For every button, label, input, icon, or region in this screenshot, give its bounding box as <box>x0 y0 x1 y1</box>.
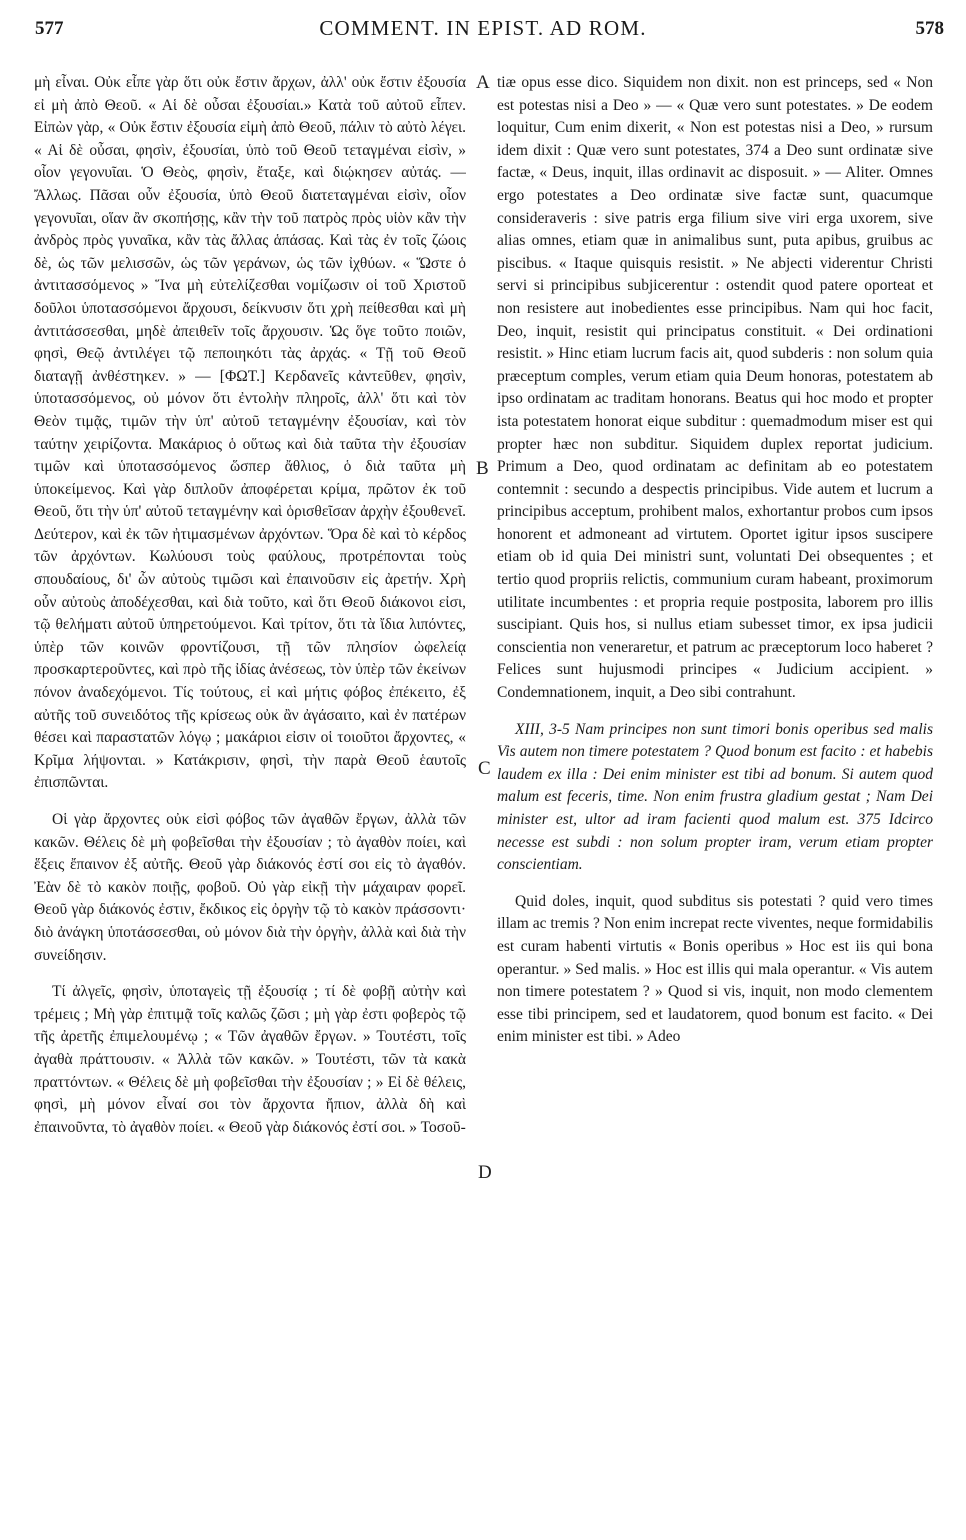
scripture-verse: XIII, 3-5 Nam principes non sunt timori bonis operibus sed malis Vis autem non timere potestatem ? Quod bonum est facito : et habebis laudem ex illa : Dei enim minister est tibi ad bonum. Si autem quod malum est feceris, time. Non enim frustra gladium gestat ; Nam Dei minister est, ultor ad iram facienti quod malum est. 375 Idcirco necesse est subdi : non solum propter iram, verum etiam propter conscientiam. <box>497 720 933 874</box>
running-title: COMMENT. IN EPIST. AD ROM. <box>319 16 647 40</box>
greek-paragraph: μὴ εἶναι. Οὐκ εἶπε γὰρ ὅτι οὐκ ἔστιν ἄρχων, ἀλλ' οὐκ ἔστιν ἐξουσία εἰ μὴ ἀπὸ Θεοῦ. « Αἱ δὲ οὖσαι ἐξουσίαι.» Κατὰ τοῦ αὐτοῦ εἶπεν. Εἰπὼν γὰρ, « Οὐκ ἔστιν ἐξουσία εἰμὴ ἀπὸ Θεοῦ, πάλιν τὸ αὐτὸ λέγει. « Αἱ δὲ οὖσαι, φησὶν, ἐξουσίαι, ὑπὸ τοῦ Θεοῦ τεταγμέναι εἰσὶν, » οἷον γεγονυῖαι. Ὁ Θεὸς, φησὶν, ἔταξε, καὶ διῴκησεν αὐτάς. — Ἄλλως. Πᾶσαι οὖν ἐξουσία, ὑπὸ Θεοῦ διατεταγμέναι εἰσὶν, οἷον γεγονυῖαι, οἵαν ἂν σκοπήσῃς, κἂν τὴν τοῦ πατρὸς πρὸς υἱὸν κἂν τὴν ἀνδρὸς πρὸς γυναῖκα, κἂν τὰς ἄλλας ἁπάσας. Καὶ τὰς ἐν τοῖς ζώοις δὲ, ὡς τῶν μελισσῶν, ὡς τῶν γεράνων, ὡς τῶν ἰχθύων. « Ὥστε ὁ ἀντιτασσόμενος » Ἵνα μὴ εὐτελίζεσθαι νομίζωσιν οἱ τοῦ Χριστοῦ δοῦλοι ὑποτασσόμενοι ἄρχουσι, δείκνυσιν ὅτι χρὴ πείθεσθαι καὶ μὴ ἀντιτάσσεσθαι, μηδὲ ἀπειθεῖν τοῖς ἄρχουσιν. Ὡς ὅγε τοῦτο ποιῶν, φησὶ, Θεῷ ἀντιλέγει τῷ πεποιηκότι τὰς ἀρχάς. « Τῇ τοῦ Θεοῦ διαταγῇ ἀνθέστηκεν. » — [ΦΩΤ.] Κερδανεῖς κἀντεῦθεν, φησὶν, ὑποτασσόμενος, οὐ μόνον ὅτι ἐντολὴν πληροῖς, ἀλλ' ὅτι καὶ τὸν Θεὸν τιμᾷς, τιμῶν τὴν ὑπ' αὐτοῦ τεταγμένην ἐξουσίαν, καὶ τὸν ταύτην χειρίζοντα. Μακάριος ὁ οὕτως καὶ διὰ ταῦτα τὴν ἐξουσίαν τιμῶν καὶ ὑποτασσόμενος ὥσπερ ἄθλιος, ὁ διὰ ταῦτα μὴ ὑποκείμενος. Καὶ γὰρ διπλοῦν ἀποφέρεται κρίμα, πρῶτον ἐκ τοῦ Θεοῦ, ὅτι τὴν ὑπ' αὐτοῦ τεταγμένην καὶ ὁρισθεῖσαν ἀρχὴν ἐξουθενεῖ. Δεύτερον, καὶ ἐκ τῶν ἠτιμασμένων ἀρχόντων. Ὅρα δὲ καὶ τὸ κέρδος τῶν ἀρχόντων. Κωλύουσι τοὺς φαύλους, προτρέπονται τοὺς σπουδαίους, δι' ὧν αὐτοὺς τιμῶσι καὶ ἐπαινοῦσιν εἰς ἀρετήν. Χρὴ οὖν αὐτοὺς ἀποδέχεσθαι, καὶ διὰ τοῦτο, καὶ ὅτι Θεοῦ διάκονοι εἰσι, τῷ θελήματι αὐτοῦ ὑπηρετούμενοι. Καὶ τρίτον, ὅτι τὰ ἴδια λιπόντες, ὑπὲρ τῶν κοινῶν φροντίζουσι, τῇ τῶν πλησίον ὠφελείᾳ προσκαρτεροῦντες, καὶ πρὸ τῆς ἰδίας ἀνέσεως, τὸν ὑπὲρ τῶν ἐκείνων πόνον ἀναδεχόμενοι. Τίς τούτους, εἰ καὶ μήτις φόβος ἐπέκειτο, ἐξ αὐτῆς τοῦ συνειδότος τῆς κρίσεως οὐκ ἂν ἀγάσαιτο, καὶ ἐν πατέρων θέσει καὶ παραστατῶν λόγῳ ; μακάριοι εἰσιν οἱ τοιοῦτοι ἄρχοντες, « Κρῖμα λήψονται. » Κατάκρισιν, φησὶ, τὴν παρὰ Θεοῦ ἑαυτοῖς ἐπισπῶνται. <box>34 74 466 792</box>
page-number-right: 578 <box>915 18 944 39</box>
margin-letter-b: B <box>476 458 489 479</box>
latin-paragraph: tiæ opus esse dico. Siquidem non dixit. non est princeps, sed « Non est potestas nisi a Deo » — « Quæ vero sunt potestates. » De eodem loquitur, Cum enim dixerit, « Non est potestas nisi a Deo, » rursum idem dixit : Quæ vero sunt potestates, 374 a Deo sunt ordinatæ sive factæ, « Deus, inquit, illas ordinavit ac disposuit. » — Aliter. Omnes ergo potestates a Deo ordinatæ sive factæ sunt, quacumque consideraveris : sive patris erga filium sive viri erga uxorem, sive alias omnes, etiam quæ in animalibus sunt, puta apibus, gruibus ac piscibus. « Itaque quisquis resistit. » Ne abjecti viderentur Christi servi si principibus subjicerentur : ostendit quod patere oporteat et non resistere aut inobedientes esse principibus. Nam qui hoc facit, Deo, inquit, resistit qui principatus constituit. « Dei ordinationi resistit. » Hinc etiam lucrum facis ait, quod subderis : non solum quia præceptum comples, verum etiam quia Deum honoras, potestatem ab ipso ordinatam ac traditam honorans. Beatus qui hoc modo et propter ista potestatem honorat eique subditur : quemadmodum miser est qui propter hæc non subditur. Siquidem duplex reportat judicium. Primum a Deo, quod ordinatam ac definitam ab eo potestatem contemnit : secundo a despectis principibus. Vide autem et lucrum a principibus acceptum, prohibent malos, exhortantur probos cum ipsos honorent et admoneant ad virtutem. Oportet igitur ipsos suscipere etiam ob id quia Dei ministri sunt, voluntati Dei obsequentes ; et tertio quod propriis relictis, communium curam habeant, proximorum utilitate incumbentes : et propria requie postposita, laborem pro illis suscipiant. Quis hos, si nullus etiam subesset timor, ex ipsa judicii conscientia non veneraretur, et patrum ac præceptorum loco haberet ? Felices sunt hujusmodi principes « Judicium accipient. » Condemnationem, inquit, a Deo sibi contrahunt. <box>497 74 933 702</box>
greek-column <box>34 72 466 1530</box>
page-number-left: 577 <box>35 18 64 39</box>
latin-column <box>497 72 933 1530</box>
greek-paragraph: Τί ἀλγεῖς, φησὶν, ὑποταγεὶς τῇ ἐξουσίᾳ ; τί δὲ φοβῇ αὐτὴν καὶ τρέμεις ; Μὴ γὰρ ἐπιτιμᾷ τοῖς καλῶς ζῶσι ; μὴ γὰρ ἐστι φοβερὸς τῷ τῆς ἀρετῆς ἐπιμελουμένῳ ; « Τῶν ἀγαθῶν ἔργων. » Τουτέστι, τοῖς ἀγαθὰ πράττουσιν. « Ἀλλὰ τῶν κακῶν. » Τουτέστι, τῶν τὰ κακὰ πραττόντων. « Θέλεις δὲ μὴ φοβεῖσθαι τὴν ἐξουσίαν ; » Εἰ δὲ θέλεις, φησὶ, μὴ μόνον εἶναί σοι τὸν ἄρχοντα ἤπιον, ἀλλὰ δὴ καὶ ἐπαινοῦντα, τὸ ἀγαθὸν ποίει. « Θεοῦ γὰρ διάκονός ἐστί σοι. » Τοσοῦ- <box>34 983 466 1136</box>
margin-letter-c: C <box>478 758 491 779</box>
margin-letter-d: D <box>478 1162 492 1183</box>
latin-commentary: Quid doles, inquit, quod subditus sis potestati ? quid vero times illam ac tremis ? Non enim increpat recte viventes, neque formidabilis est curam habenti virtutis « Bonis operibus » Hoc est iis qui bona operantur. » Sed malis. » Hoc est illis qui mala operantur. « Vis autem non timere potestatem ? » Quod si vis, inquit, non modo clementem esse tibi principem, sed et laudatorem, quod bonum est facito. « Dei enim minister est tibi. » Adeo <box>497 892 933 1046</box>
greek-paragraph: Οἱ γὰρ ἄρχοντες οὐκ εἰσὶ φόβος τῶν ἀγαθῶν ἔργων, ἀλλὰ τῶν κακῶν. Θέλεις δὲ μὴ φοβεῖσθαι τὴν ἐξουσίαν ; τὸ ἀγαθὸν ποίει, καὶ ἕξεις ἔπαινον ἐξ αὐτῆς. Θεοῦ γὰρ διάκονός ἐστί σοι εἰς τὸ ἀγαθόν. Ἐὰν δὲ τὸ κακὸν ποιῇς, φοβοῦ. Οὐ γὰρ εἰκῇ τὴν μάχαιραν φορεῖ. Θεοῦ γὰρ διάκονός ἐστιν, ἔκδικος εἰς ὀργὴν τῷ τὸ κακὸν πράσσοντι· διὸ ἀνάγκη ὑποτάσσεσθαι, οὐ μόνον διὰ τὴν ὀργὴν, ἀλλὰ καὶ διὰ τὴν συνείδησιν. <box>34 811 466 964</box>
margin-letter-a: A <box>476 72 490 93</box>
page-header <box>0 0 966 50</box>
